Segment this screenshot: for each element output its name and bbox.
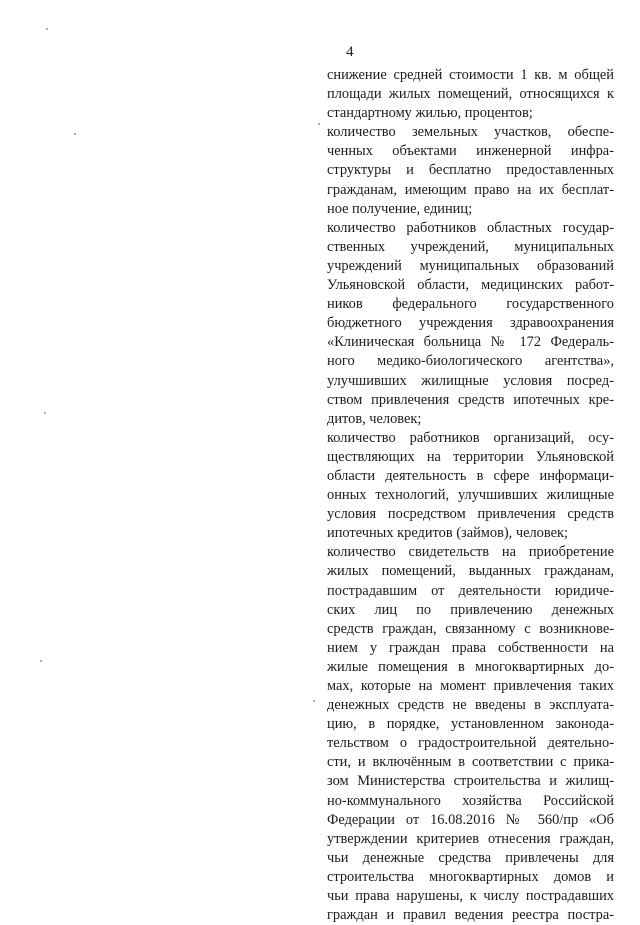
text-line: ственных учреждений, муниципальных xyxy=(327,238,614,255)
text-line: гражданам, имеющим право на их бесплат- xyxy=(327,181,614,198)
scan-artifact xyxy=(318,123,320,125)
text-line: ществляющих на территории Ульяновской xyxy=(327,448,614,465)
text-line: структуры и бесплатно предоставленных xyxy=(327,162,614,179)
text-line: Ульяновской области, медицинских работ- xyxy=(327,277,614,294)
text-line: области деятельность в сфере информаци- xyxy=(327,467,614,484)
text-line: бюджетного учреждения здравоохранения xyxy=(327,315,614,332)
text-line: тельством о градостроительной деятельно- xyxy=(327,735,614,752)
paragraph xyxy=(327,123,614,218)
text-line: дитов, человек; xyxy=(327,410,422,427)
text-line: ченных объектами инженерной инфра- xyxy=(327,143,614,160)
text-line: утверждении критериев отнесения граждан, xyxy=(327,830,614,847)
text-line: цию, в порядке, установленном законода- xyxy=(327,716,614,733)
text-line: ипотечных кредитов (займов), человек; xyxy=(327,525,568,542)
text-line: ного медико-биологического агентства», xyxy=(327,353,614,370)
text-line: учреждений муниципальных образований xyxy=(327,257,614,274)
scan-artifact xyxy=(40,660,42,662)
paragraph xyxy=(327,543,614,925)
text-line: нием у граждан права собственности на xyxy=(327,639,614,656)
text-line: стандартному жилью, процентов; xyxy=(327,105,533,122)
text-line: ством привлечения средств ипотечных кре- xyxy=(327,391,614,408)
paragraph xyxy=(327,219,614,429)
text-line: условия посредством привлечения средств xyxy=(327,506,614,523)
text-line: денежных средств не введены в эксплуата- xyxy=(327,697,614,714)
text-line: количество земельных участков, обеспе- xyxy=(327,124,614,141)
text-line: количество работников организаций, осу- xyxy=(327,429,614,446)
scan-artifact xyxy=(44,412,46,414)
text-line: средств граждан, связанному с возникнове- xyxy=(327,620,614,637)
scan-artifact xyxy=(313,700,315,702)
text-line: улучшивших жилищные условия посред- xyxy=(327,372,614,389)
text-line: ное получение, единиц; xyxy=(327,200,473,217)
text-line: но-коммунального хозяйства Российской xyxy=(327,792,614,809)
text-line: ских лиц по привлечению денежных xyxy=(327,601,614,618)
text-line: онных технологий, улучшивших жилищные xyxy=(327,487,614,504)
paragraph xyxy=(327,429,614,544)
text-line: жилых помещений, выданных гражданам, xyxy=(327,563,614,580)
text-line: Федерации от 16.08.2016 № 560/пр «Об xyxy=(327,811,614,828)
text-line: чьи права нарушены, к числу пострадавших xyxy=(327,888,614,905)
text-line: граждан и правил ведения реестра постра- xyxy=(327,907,614,924)
text-line: строительства многоквартирных домов и xyxy=(327,868,614,885)
text-line: площади жилых помещений, относящихся к xyxy=(327,86,614,103)
text-line: жилые помещения в многоквартирных до- xyxy=(327,658,614,675)
scan-artifact xyxy=(46,28,48,30)
text-line: сти, и включённым в соответствии с прика- xyxy=(327,754,614,771)
text-line: количество свидетельств на приобретение xyxy=(327,544,614,561)
text-line: зом Министерства строительства и жилищ- xyxy=(327,773,614,790)
text-line: «Клиническая больница № 172 Федераль- xyxy=(327,334,614,351)
paragraph xyxy=(327,66,614,123)
text-line: количество работников областных государ- xyxy=(327,219,614,236)
text-line: пострадавшим от деятельности юридиче- xyxy=(327,582,614,599)
text-line: ников федерального государственного xyxy=(327,296,614,313)
text-line: снижение средней стоимости 1 кв. м общей xyxy=(327,67,614,83)
scan-artifact xyxy=(74,133,76,135)
text-line: мах, которые на момент привлечения таких xyxy=(327,678,614,694)
text-line: чьи денежные средства привлечены для xyxy=(327,849,614,866)
body-text xyxy=(327,66,614,925)
page-number: 4 xyxy=(346,44,354,60)
